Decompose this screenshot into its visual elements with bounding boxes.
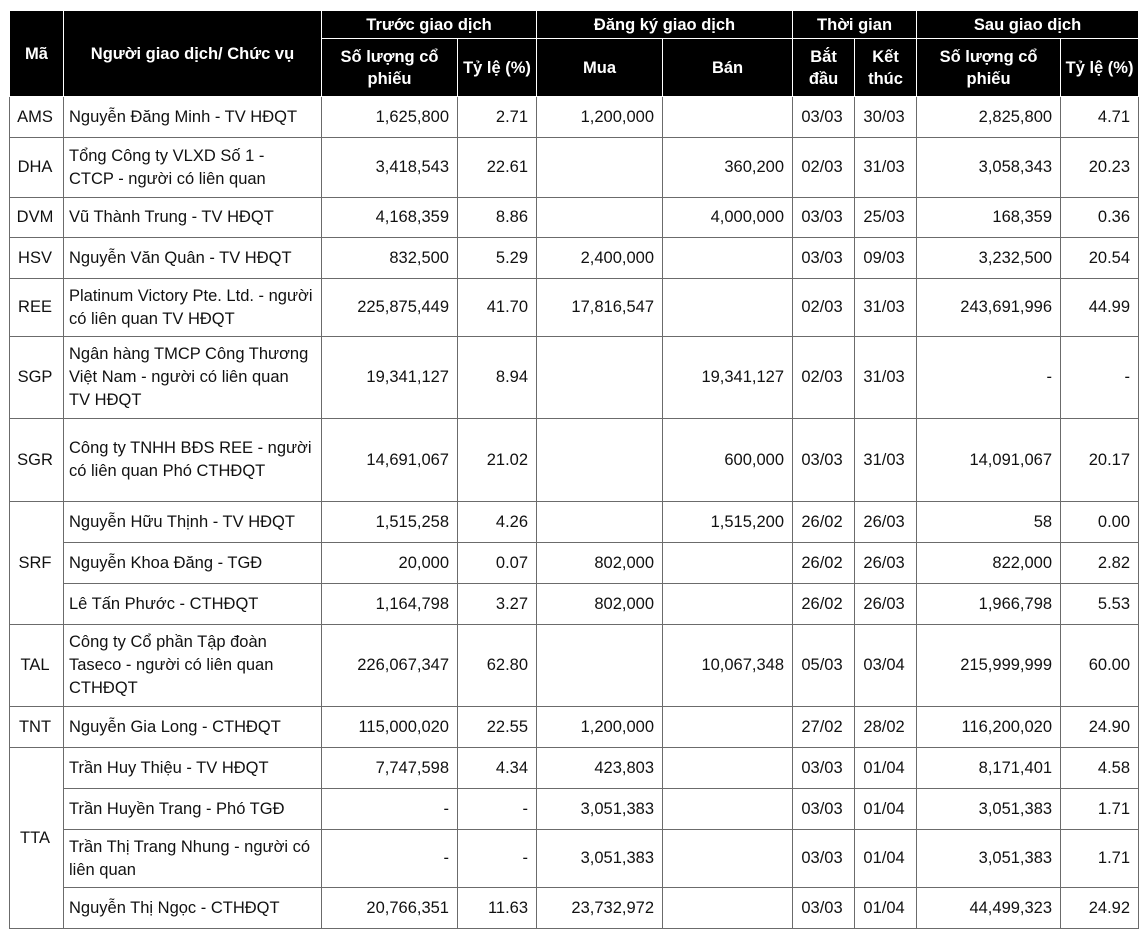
cell-sell	[663, 789, 793, 830]
cell-after-ratio: 1.71	[1061, 830, 1139, 888]
cell-end-date: 01/04	[855, 830, 917, 888]
cell-buy: 802,000	[537, 543, 663, 584]
table-row	[10, 789, 1139, 830]
cell-buy: 23,732,972	[537, 888, 663, 929]
cell-buy	[537, 419, 663, 502]
cell-trader: Nguyễn Đăng Minh - TV HĐQT	[64, 97, 322, 138]
cell-after-shares: 58	[917, 502, 1061, 543]
table-row	[10, 748, 1139, 789]
cell-trader: Ngân hàng TMCP Công Thương Việt Nam - người có liên quan TV HĐQT	[64, 337, 322, 419]
cell-after-shares: 3,058,343	[917, 138, 1061, 198]
cell-after-ratio: 20.17	[1061, 419, 1139, 502]
table-row	[10, 625, 1139, 707]
table-row	[10, 584, 1139, 625]
cell-before-shares: 20,766,351	[322, 888, 458, 929]
cell-code: REE	[10, 279, 64, 337]
cell-before-shares: 1,625,800	[322, 97, 458, 138]
cell-before-ratio: 3.27	[458, 584, 537, 625]
cell-buy	[537, 337, 663, 419]
header-before-shares: Số lượng cổ phiếu	[322, 39, 458, 97]
cell-before-shares: 14,691,067	[322, 419, 458, 502]
cell-after-ratio: 24.90	[1061, 707, 1139, 748]
cell-code: TAL	[10, 625, 64, 707]
cell-after-shares: 8,171,401	[917, 748, 1061, 789]
cell-before-ratio: 22.55	[458, 707, 537, 748]
cell-end-date: 31/03	[855, 138, 917, 198]
cell-sell	[663, 707, 793, 748]
cell-sell: 1,515,200	[663, 502, 793, 543]
cell-trader: Nguyễn Văn Quân - TV HĐQT	[64, 238, 322, 279]
cell-buy	[537, 198, 663, 238]
cell-after-shares: 168,359	[917, 198, 1061, 238]
cell-before-ratio: 8.94	[458, 337, 537, 419]
table-row	[10, 707, 1139, 748]
table-row	[10, 888, 1139, 929]
cell-code: TNT	[10, 707, 64, 748]
cell-code: SGR	[10, 419, 64, 502]
cell-code: DVM	[10, 198, 64, 238]
cell-end-date: 30/03	[855, 97, 917, 138]
cell-sell	[663, 830, 793, 888]
cell-start-date: 03/03	[793, 238, 855, 279]
header-start: Bắt đầu	[793, 39, 855, 97]
cell-trader: Công ty Cổ phần Tập đoàn Taseco - người có liên quan CTHĐQT	[64, 625, 322, 707]
cell-after-ratio: 5.53	[1061, 584, 1139, 625]
cell-after-ratio: 0.36	[1061, 198, 1139, 238]
cell-start-date: 03/03	[793, 748, 855, 789]
cell-before-ratio: -	[458, 789, 537, 830]
cell-before-ratio: 4.34	[458, 748, 537, 789]
cell-before-shares: 7,747,598	[322, 748, 458, 789]
cell-end-date: 26/03	[855, 543, 917, 584]
table-row	[10, 502, 1139, 543]
cell-before-ratio: 22.61	[458, 138, 537, 198]
cell-start-date: 03/03	[793, 97, 855, 138]
cell-after-ratio: 24.92	[1061, 888, 1139, 929]
cell-after-ratio: 44.99	[1061, 279, 1139, 337]
cell-buy: 2,400,000	[537, 238, 663, 279]
header-after-ratio: Tỷ lệ (%)	[1061, 39, 1139, 97]
cell-buy: 1,200,000	[537, 97, 663, 138]
cell-sell	[663, 279, 793, 337]
cell-sell: 600,000	[663, 419, 793, 502]
header-time-group: Thời gian	[793, 11, 917, 39]
cell-after-ratio: 1.71	[1061, 789, 1139, 830]
cell-trader: Lê Tấn Phước - CTHĐQT	[64, 584, 322, 625]
cell-after-ratio: -	[1061, 337, 1139, 419]
cell-after-ratio: 60.00	[1061, 625, 1139, 707]
cell-trader: Nguyễn Khoa Đăng - TGĐ	[64, 543, 322, 584]
cell-before-shares: 20,000	[322, 543, 458, 584]
cell-before-ratio: 0.07	[458, 543, 537, 584]
cell-trader: Công ty TNHH BĐS REE - người có liên quan Phó CTHĐQT	[64, 419, 322, 502]
table-body	[10, 97, 1139, 929]
header-code: Mã	[10, 11, 64, 97]
cell-before-ratio: 41.70	[458, 279, 537, 337]
cell-code: HSV	[10, 238, 64, 279]
cell-after-ratio: 20.54	[1061, 238, 1139, 279]
cell-before-shares: 115,000,020	[322, 707, 458, 748]
insider-trades-table	[9, 10, 1139, 929]
table-row	[10, 419, 1139, 502]
cell-end-date: 31/03	[855, 419, 917, 502]
cell-code: SGP	[10, 337, 64, 419]
cell-sell	[663, 238, 793, 279]
cell-before-shares: -	[322, 830, 458, 888]
cell-buy: 3,051,383	[537, 830, 663, 888]
cell-trader: Nguyễn Thị Ngọc - CTHĐQT	[64, 888, 322, 929]
cell-trader: Tổng Công ty VLXD Số 1 - CTCP - người có liên quan	[64, 138, 322, 198]
cell-end-date: 09/03	[855, 238, 917, 279]
cell-sell: 360,200	[663, 138, 793, 198]
cell-after-shares: 1,966,798	[917, 584, 1061, 625]
cell-before-shares: 225,875,449	[322, 279, 458, 337]
cell-buy: 802,000	[537, 584, 663, 625]
cell-end-date: 26/03	[855, 584, 917, 625]
cell-before-ratio: 62.80	[458, 625, 537, 707]
table-row	[10, 97, 1139, 138]
header-before-ratio: Tỷ lệ (%)	[458, 39, 537, 97]
cell-after-shares: 3,051,383	[917, 789, 1061, 830]
cell-trader: Trần Huy Thiệu - TV HĐQT	[64, 748, 322, 789]
cell-code: SRF	[10, 502, 64, 625]
cell-trader: Vũ Thành Trung - TV HĐQT	[64, 198, 322, 238]
table-header	[10, 11, 1139, 97]
cell-buy: 17,816,547	[537, 279, 663, 337]
cell-after-shares: 215,999,999	[917, 625, 1061, 707]
cell-after-shares: 822,000	[917, 543, 1061, 584]
cell-start-date: 27/02	[793, 707, 855, 748]
cell-before-ratio: -	[458, 830, 537, 888]
cell-before-shares: -	[322, 789, 458, 830]
cell-after-shares: 3,232,500	[917, 238, 1061, 279]
cell-code: AMS	[10, 97, 64, 138]
cell-after-shares: 3,051,383	[917, 830, 1061, 888]
cell-end-date: 31/03	[855, 279, 917, 337]
cell-buy	[537, 625, 663, 707]
cell-before-ratio: 2.71	[458, 97, 537, 138]
table-row	[10, 543, 1139, 584]
cell-buy	[537, 502, 663, 543]
cell-sell: 10,067,348	[663, 625, 793, 707]
cell-code: DHA	[10, 138, 64, 198]
cell-start-date: 02/03	[793, 337, 855, 419]
cell-before-ratio: 5.29	[458, 238, 537, 279]
cell-buy: 3,051,383	[537, 789, 663, 830]
cell-before-shares: 832,500	[322, 238, 458, 279]
header-registration-group: Đăng ký giao dịch	[537, 11, 793, 39]
cell-end-date: 28/02	[855, 707, 917, 748]
cell-sell	[663, 748, 793, 789]
header-trader: Người giao dịch/ Chức vụ	[64, 11, 322, 97]
cell-after-ratio: 4.71	[1061, 97, 1139, 138]
cell-before-ratio: 11.63	[458, 888, 537, 929]
cell-sell	[663, 97, 793, 138]
cell-before-ratio: 4.26	[458, 502, 537, 543]
cell-start-date: 03/03	[793, 419, 855, 502]
table-row	[10, 238, 1139, 279]
cell-sell	[663, 584, 793, 625]
cell-after-shares: 44,499,323	[917, 888, 1061, 929]
cell-before-shares: 1,164,798	[322, 584, 458, 625]
cell-after-ratio: 2.82	[1061, 543, 1139, 584]
cell-before-ratio: 21.02	[458, 419, 537, 502]
cell-before-ratio: 8.86	[458, 198, 537, 238]
cell-end-date: 01/04	[855, 888, 917, 929]
header-after-group: Sau giao dịch	[917, 11, 1139, 39]
cell-end-date: 03/04	[855, 625, 917, 707]
header-after-shares: Số lượng cổ phiếu	[917, 39, 1061, 97]
cell-before-shares: 1,515,258	[322, 502, 458, 543]
cell-after-shares: 116,200,020	[917, 707, 1061, 748]
cell-start-date: 05/03	[793, 625, 855, 707]
cell-buy: 423,803	[537, 748, 663, 789]
cell-sell	[663, 888, 793, 929]
cell-after-ratio: 0.00	[1061, 502, 1139, 543]
table-row	[10, 198, 1139, 238]
table-row	[10, 830, 1139, 888]
cell-end-date: 26/03	[855, 502, 917, 543]
cell-start-date: 26/02	[793, 584, 855, 625]
cell-after-ratio: 20.23	[1061, 138, 1139, 198]
cell-sell: 19,341,127	[663, 337, 793, 419]
cell-trader: Trần Thị Trang Nhung - người có liên quan	[64, 830, 322, 888]
cell-before-shares: 226,067,347	[322, 625, 458, 707]
cell-end-date: 01/04	[855, 789, 917, 830]
cell-buy	[537, 138, 663, 198]
cell-trader: Nguyễn Hữu Thịnh - TV HĐQT	[64, 502, 322, 543]
cell-end-date: 25/03	[855, 198, 917, 238]
cell-start-date: 02/03	[793, 138, 855, 198]
table-row	[10, 337, 1139, 419]
header-sell: Bán	[663, 39, 793, 97]
cell-end-date: 31/03	[855, 337, 917, 419]
header-end: Kết thúc	[855, 39, 917, 97]
cell-start-date: 02/03	[793, 279, 855, 337]
cell-end-date: 01/04	[855, 748, 917, 789]
cell-start-date: 03/03	[793, 830, 855, 888]
cell-before-shares: 3,418,543	[322, 138, 458, 198]
cell-trader: Platinum Victory Pte. Ltd. - người có liên quan TV HĐQT	[64, 279, 322, 337]
cell-after-shares: 243,691,996	[917, 279, 1061, 337]
header-before-group: Trước giao dịch	[322, 11, 537, 39]
cell-trader: Trần Huyền Trang - Phó TGĐ	[64, 789, 322, 830]
cell-after-ratio: 4.58	[1061, 748, 1139, 789]
cell-start-date: 03/03	[793, 789, 855, 830]
cell-after-shares: -	[917, 337, 1061, 419]
table-row	[10, 138, 1139, 198]
cell-after-shares: 2,825,800	[917, 97, 1061, 138]
cell-before-shares: 19,341,127	[322, 337, 458, 419]
cell-trader: Nguyễn Gia Long - CTHĐQT	[64, 707, 322, 748]
cell-start-date: 26/02	[793, 502, 855, 543]
cell-start-date: 26/02	[793, 543, 855, 584]
table-row	[10, 279, 1139, 337]
cell-sell	[663, 543, 793, 584]
cell-start-date: 03/03	[793, 198, 855, 238]
cell-buy: 1,200,000	[537, 707, 663, 748]
cell-code: TTA	[10, 748, 64, 929]
cell-before-shares: 4,168,359	[322, 198, 458, 238]
cell-sell: 4,000,000	[663, 198, 793, 238]
header-buy: Mua	[537, 39, 663, 97]
cell-after-shares: 14,091,067	[917, 419, 1061, 502]
cell-start-date: 03/03	[793, 888, 855, 929]
